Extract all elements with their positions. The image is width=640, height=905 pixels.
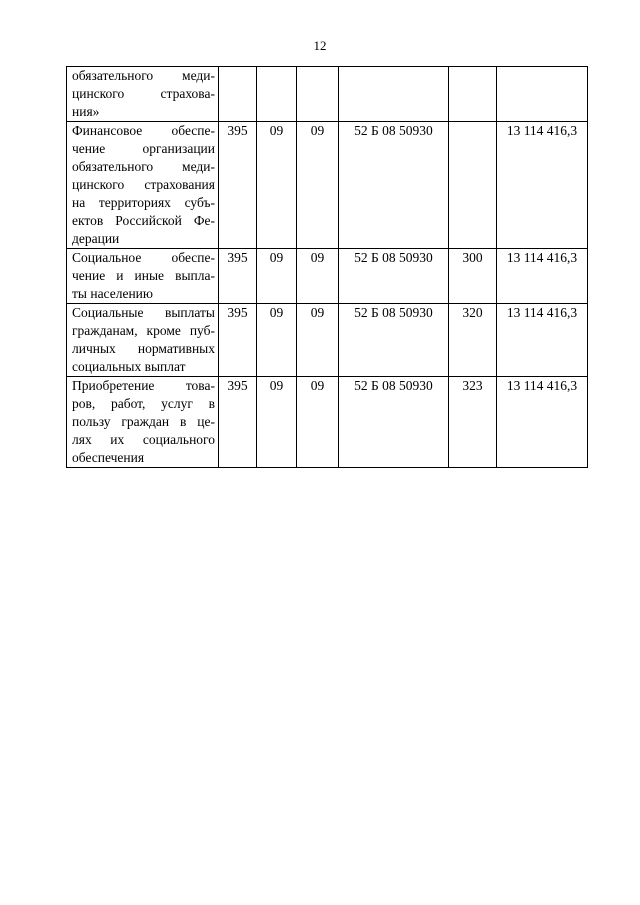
ministry-cell xyxy=(219,67,257,122)
table-row xyxy=(67,67,588,122)
expense-type-cell: 300 xyxy=(449,249,497,304)
amount-cell: 13 114 416,3 xyxy=(497,304,588,377)
ministry-cell: 395 xyxy=(219,122,257,249)
subsection-cell xyxy=(297,67,339,122)
target-article-cell: 52 Б 08 50930 xyxy=(339,304,449,377)
name-line: чение и иные выпла- xyxy=(72,268,215,283)
name-line: личных нормативных xyxy=(72,341,215,356)
name-line: Финансовое обеспе- xyxy=(72,123,215,138)
section-cell: 09 xyxy=(257,304,297,377)
name-line: ров, работ, услуг в xyxy=(72,396,215,411)
name-line: цинского страхования xyxy=(72,177,215,192)
name-line: ектов Российской Фе- xyxy=(72,213,215,228)
expense-type-cell: 320 xyxy=(449,304,497,377)
row-name-cell xyxy=(67,67,219,122)
name-line: чение организации xyxy=(72,141,215,156)
target-article-cell xyxy=(339,67,449,122)
amount-cell: 13 114 416,3 xyxy=(497,249,588,304)
name-line: Приобретение това- xyxy=(72,378,215,393)
name-line: Социальные выплаты xyxy=(72,305,215,320)
target-article-cell: 52 Б 08 50930 xyxy=(339,377,449,468)
amount-cell: 13 114 416,3 xyxy=(497,377,588,468)
name-line: обязательного меди- xyxy=(72,68,215,83)
name-line: ния» xyxy=(72,104,100,119)
subsection-cell: 09 xyxy=(297,304,339,377)
table-body xyxy=(67,67,588,468)
name-line: пользу граждан в це- xyxy=(72,414,215,429)
name-line: социальных выплат xyxy=(72,359,186,374)
ministry-cell: 395 xyxy=(219,249,257,304)
name-line: обязательного меди- xyxy=(72,159,215,174)
amount-cell: 13 114 416,3 xyxy=(497,122,588,249)
name-line: гражданам, кроме пуб- xyxy=(72,323,215,338)
name-line: ты населению xyxy=(72,286,153,301)
row-name-cell xyxy=(67,377,219,468)
subsection-cell: 09 xyxy=(297,377,339,468)
section-cell: 09 xyxy=(257,249,297,304)
expense-type-cell xyxy=(449,122,497,249)
table-row xyxy=(67,377,588,468)
name-line: лях их социального xyxy=(72,432,215,447)
name-line: Социальное обеспе- xyxy=(72,250,215,265)
amount-cell xyxy=(497,67,588,122)
name-line: обеспечения xyxy=(72,450,145,465)
table-row xyxy=(67,122,588,249)
row-name-cell xyxy=(67,122,219,249)
budget-table xyxy=(66,66,588,468)
expense-type-cell xyxy=(449,67,497,122)
subsection-cell: 09 xyxy=(297,249,339,304)
subsection-cell: 09 xyxy=(297,122,339,249)
ministry-cell: 395 xyxy=(219,304,257,377)
row-name-cell xyxy=(67,304,219,377)
name-line: цинского страхова- xyxy=(72,86,215,101)
ministry-cell: 395 xyxy=(219,377,257,468)
target-article-cell: 52 Б 08 50930 xyxy=(339,122,449,249)
section-cell: 09 xyxy=(257,377,297,468)
name-line: дерации xyxy=(72,231,120,246)
target-article-cell: 52 Б 08 50930 xyxy=(339,249,449,304)
row-name-cell xyxy=(67,249,219,304)
name-line: на территориях субъ- xyxy=(72,195,215,210)
table-row xyxy=(67,249,588,304)
section-cell: 09 xyxy=(257,122,297,249)
table-row xyxy=(67,304,588,377)
page-number: 12 xyxy=(313,38,327,53)
expense-type-cell: 323 xyxy=(449,377,497,468)
section-cell xyxy=(257,67,297,122)
